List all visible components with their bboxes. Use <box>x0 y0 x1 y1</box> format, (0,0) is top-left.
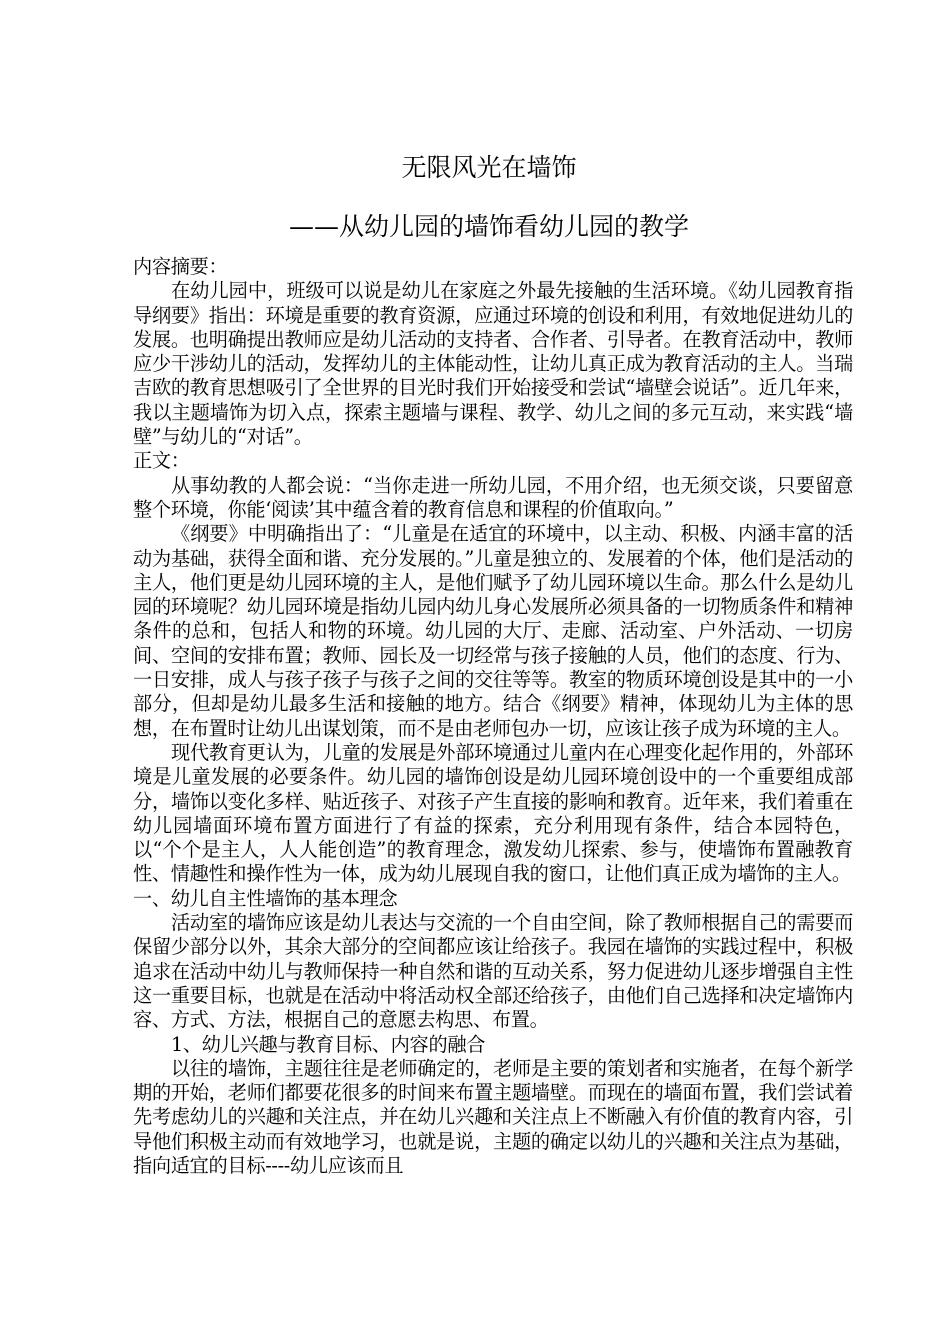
body-paragraph: 从事幼教的人都会说：“当你走进一所幼儿园，不用介绍，也无须交谈，只要留意整个环境，你能‘阅读’其中蕴含着的教育信息和课程的价值取向。” <box>133 473 853 521</box>
subsection-paragraph: 以往的墙饰，主题往往是老师确定的，老师是主要的策划者和实施者，在每个新学期的开始，老师们都要花很多的时间来布置主题墙壁。而现在的墙面布置，我们尝试着先考虑幼儿的兴趣和关注点，并在幼儿兴趣和关注点上不断融入有价值的教育内容，引导他们积极主动而有效地学习，也就是说，主题的确定以幼儿的兴趣和关注点为基础，指向适宜的目标----幼儿应该而且 <box>133 1056 853 1177</box>
subsection-heading: 1、幼儿兴趣与教育目标、内容的融合 <box>171 1032 486 1056</box>
section-heading: 一、幼儿自主性墙饰的基本理念 <box>133 886 398 910</box>
body-paragraph: 现代教育更认为，儿童的发展是外部环境通过儿童内在心理变化起作用的，外部环境是儿童发展的必要条件。幼儿园的墙饰创设是幼儿园环境创设中的一个重要组成部分，墙饰以变化多样、贴近孩子、对孩子产生直接的影响和教育。近年来，我们着重在幼儿园墙面环境布置方面进行了有益的探索，充分利用现有条件，结合本园特色，以“个个是主人，人人能创造”的教育理念，激发幼儿探索、参与，使墙饰布置融教育性、情趣性和操作性为一体，成为幼儿展现自我的窗口，让他们真正成为墙饰的主人。 <box>133 740 853 886</box>
abstract-heading: 内容摘要： <box>133 255 228 278</box>
body-paragraph: 《纲要》中明确指出了：“儿童是在适宜的环境中，以主动、积极、内涵丰富的活动为基础，获得全面和谐、充分发展的。”儿童是独立的、发展着的个体，他们是活动的主人，他们更是幼儿园环境的主人，是他们赋予了幼儿园环境以生命。那么什么是幼儿园的环境呢？幼儿园环境是指幼儿园内幼儿身心发展所必须具备的一切物质条件和精神条件的总和，包括人和物的环境。幼儿园的大厅、走廊、活动室、户外活动、一切房间、空间的安排布置；教师、园长及一切经常与孩子接触的人员，他们的态度、行为、一日安排，成人与孩子孩子与孩子之间的交往等等。教室的物质环境创设是其中的一小部分，但却是幼儿最多生活和接触的地方。结合《纲要》精神，体现幼儿为主体的思想，在布置时让幼儿出谋划策，而不是由老师包办一切，应该让孩子成为环境的主人。 <box>133 522 853 740</box>
section-paragraph: 活动室的墙饰应该是幼儿表达与交流的一个自由空间，除了教师根据自己的需要而保留少部分以外，其余大部分的空间都应该让给孩子。我园在墙饰的实践过程中，积极追求在活动中幼儿与教师保持一种自然和谐的互动关系，努力促进幼儿逐步增强自主性这一重要目标，也就是在活动中将活动权全部还给孩子，由他们自己选择和决定墙饰内容、方式、方法，根据自己的意愿去构思、布置。 <box>133 911 853 1032</box>
document-body <box>133 255 853 1178</box>
document-subtitle: ——从幼儿园的墙饰看幼儿园的教学 <box>288 212 689 241</box>
body-heading: 正文： <box>133 449 190 473</box>
document-title: 无限风光在墙饰 <box>401 153 577 182</box>
abstract-paragraph: 在幼儿园中，班级可以说是幼儿在家庭之外最先接触的生活环境。《幼儿园教育指导纲要》指出：环境是重要的教育资源，应通过环境的创设和利用，有效地促进幼儿的发展。也明确提出教师应是幼儿活动的支持者、合作者、引导者。在教育活动中，教师应少干涉幼儿的活动，发挥幼儿的主体能动性，让幼儿真正成为教育活动的主人。当瑞吉欧的教育思想吸引了全世界的目光时我们开始接受和尝试“墙壁会说话”。近几年来，我以主题墙饰为切入点，探索主题墙与课程、教学、幼儿之间的多元互动，来实践“墙壁”与幼儿的“对话”。 <box>133 279 853 449</box>
